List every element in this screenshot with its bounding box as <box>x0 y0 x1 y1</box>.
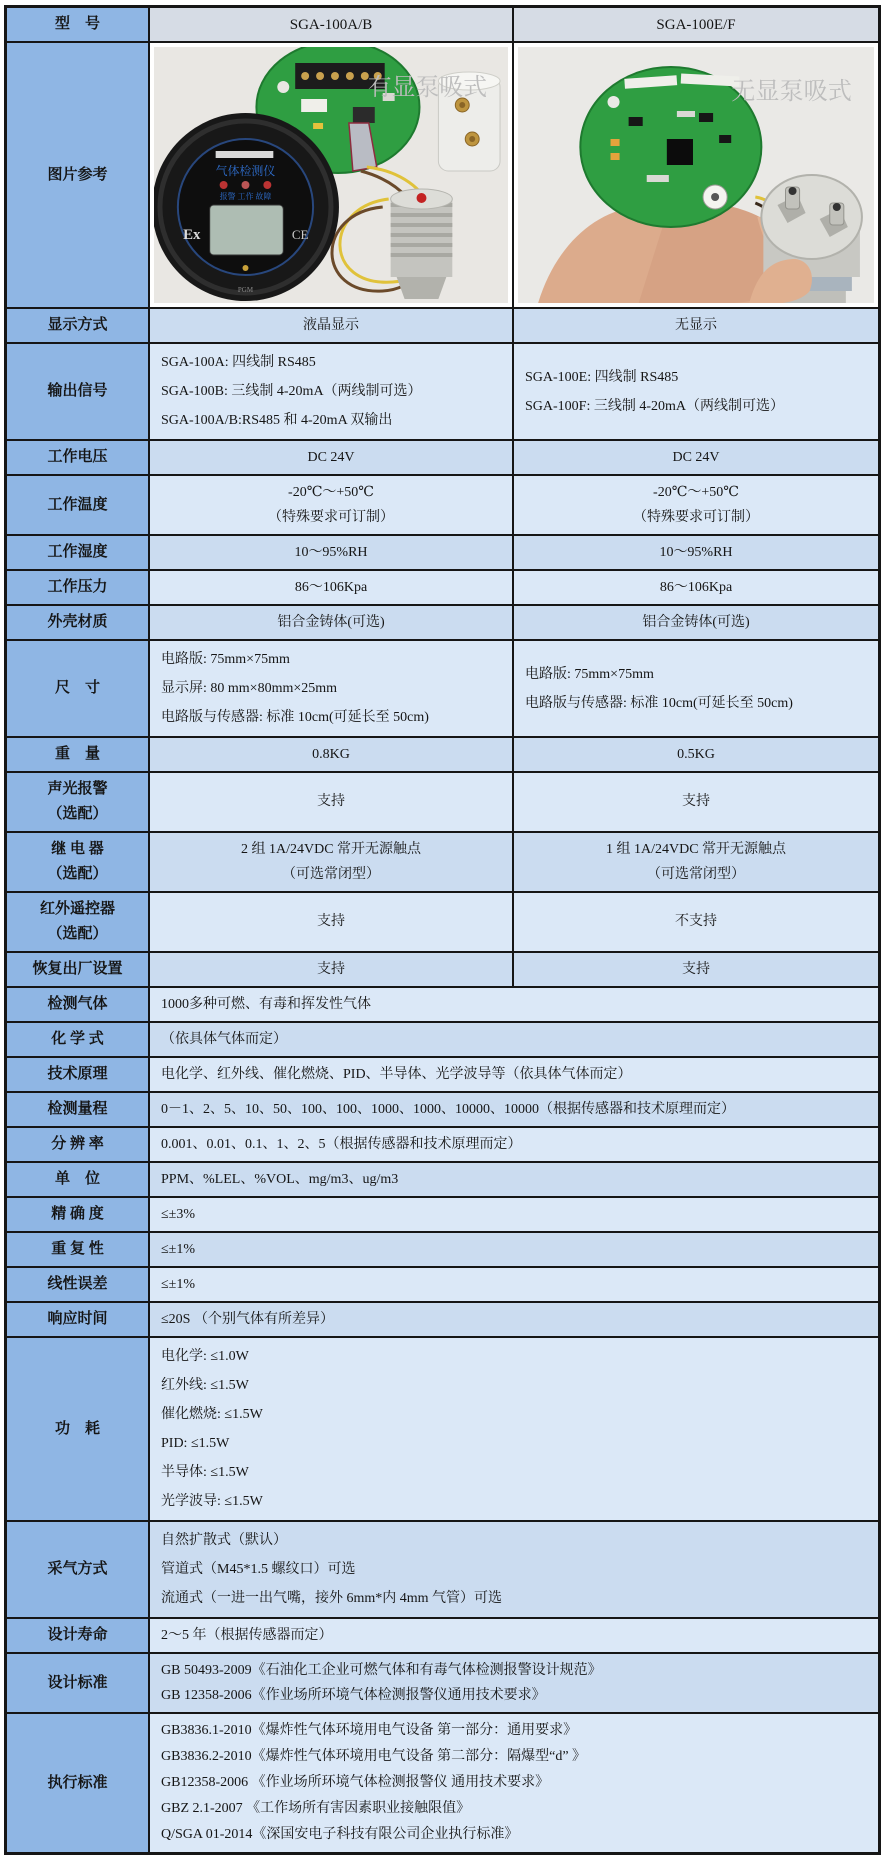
value-ef: 支持 <box>514 953 878 986</box>
row-label: 分 辨 率 <box>7 1128 150 1161</box>
value-line: 电路版与传感器: 标准 10cm(可延长至 50cm) <box>161 710 429 725</box>
row-label <box>7 773 150 831</box>
value-line: GB 50493-2009《石油化工企业可燃气体和有毒气体检测报警设计规范》 <box>161 1663 602 1678</box>
row-label: 采气方式 <box>7 1522 150 1617</box>
value-full: ≤±1% <box>150 1268 878 1301</box>
value-line: GB12358-2006 《作业场所环境气体检测报警仪 通用技术要求》 <box>161 1775 550 1790</box>
value-line: PID: ≤1.5W <box>161 1436 230 1451</box>
row-label <box>7 833 150 891</box>
row-label-line: （选配） <box>47 926 108 942</box>
value-line: Q/SGA 01-2014《深国安电子科技有限公司企业执行标准》 <box>161 1827 519 1842</box>
value-line: 管道式（M45*1.5 螺纹口）可选 <box>161 1562 356 1577</box>
value-line: （可选常闭型） <box>282 867 380 882</box>
value-line: GB3836.2-2010《爆炸性气体环境用电气设备 第二部分：隔爆型“d” 》 <box>161 1749 587 1764</box>
device-led-labels: 报警 工作 故障 <box>219 191 272 202</box>
gauge-device-icon <box>154 113 339 301</box>
row-label: 重 复 性 <box>7 1233 150 1266</box>
value-ef <box>514 476 878 534</box>
row-gases <box>7 986 878 1021</box>
value-ef: 0.5KG <box>514 738 878 771</box>
row-alarm <box>7 771 878 831</box>
row-label: 化 学 式 <box>7 1023 150 1056</box>
value-line: 红外线: ≤1.5W <box>161 1378 249 1393</box>
value-ef <box>514 641 878 736</box>
value-full: ≤20S （个别气体有所差异） <box>150 1303 878 1336</box>
value-line: GBZ 2.1-2007 《工作场所有害因素职业接触限值》 <box>161 1801 471 1816</box>
row-label: 精 确 度 <box>7 1198 150 1231</box>
value-line: SGA-100A: 四线制 RS485 <box>161 355 316 370</box>
photo-row-label: 图片参考 <box>7 43 150 307</box>
row-remote <box>7 891 878 951</box>
pgm-label: PGM <box>237 285 254 295</box>
photo-ef-illustration <box>518 47 874 303</box>
value-full <box>150 1522 878 1617</box>
row-accuracy <box>7 1196 878 1231</box>
ex-mark: Ex <box>183 226 201 244</box>
row-label-line: （选配） <box>47 866 108 882</box>
row-label: 外壳材质 <box>7 606 150 639</box>
product-photo-ef <box>514 43 878 307</box>
value-line: 显示屏: 80 mm×80mm×25mm <box>161 681 338 696</box>
value-line: GB 12358-2006《作业场所环境气体检测报警仪通用技术要求》 <box>161 1688 546 1703</box>
row-temperature <box>7 474 878 534</box>
value-full: ≤±3% <box>150 1198 878 1231</box>
row-label: 输出信号 <box>7 344 150 439</box>
row-relay <box>7 831 878 891</box>
value-line: SGA-100E: 四线制 RS485 <box>525 369 679 385</box>
row-lifespan <box>7 1617 878 1652</box>
row-display-mode <box>7 307 878 342</box>
ce-mark: CE <box>291 226 309 243</box>
value-line: 半导体: ≤1.5W <box>161 1465 249 1480</box>
value-ab: 支持 <box>150 953 514 986</box>
row-label-line: 声光报警 <box>47 781 108 797</box>
value-full: 0.001、0.01、0.1、1、2、5（根据传感器和技术原理而定） <box>150 1128 878 1161</box>
row-label-line: （选配） <box>47 806 108 822</box>
value-line: 光学波导: ≤1.5W <box>161 1494 263 1509</box>
value-line: 2 组 1A/24VDC 常开无源触点 <box>240 842 422 857</box>
value-ab <box>150 476 514 534</box>
value-line: （可选常闭型） <box>647 867 745 882</box>
row-resolution <box>7 1126 878 1161</box>
value-full: （依具体气体而定） <box>150 1023 878 1056</box>
row-housing <box>7 604 878 639</box>
value-full <box>150 1654 878 1712</box>
row-label: 单 位 <box>7 1163 150 1196</box>
value-line: SGA-100B: 三线制 4-20mA（两线制可选） <box>161 384 422 399</box>
value-line: GB3836.1-2010《爆炸性气体环境用电气设备 第一部分：通用要求》 <box>161 1723 578 1738</box>
product-photo-ab <box>150 43 514 307</box>
value-line: 电化学: ≤1.0W <box>161 1349 249 1364</box>
value-line: -20℃～+50℃ <box>653 485 739 500</box>
value-line: SGA-100A/B:RS485 和 4-20mA 双输出 <box>161 413 393 428</box>
value-line: SGA-100F: 三线制 4-20mA（两线制可选） <box>525 398 785 414</box>
row-label: 重 量 <box>7 738 150 771</box>
value-line: 电路版与传感器: 标准 10cm(可延长至 50cm) <box>525 695 793 711</box>
row-label: 功 耗 <box>7 1338 150 1520</box>
value-ab: 支持 <box>150 773 514 831</box>
value-full <box>150 1714 878 1852</box>
value-ef <box>514 833 878 891</box>
value-ef: 无显示 <box>514 309 878 342</box>
row-pressure <box>7 569 878 604</box>
device-title-text: 气体检测仪 <box>215 163 276 179</box>
row-label: 检测气体 <box>7 988 150 1021</box>
value-ab: 10～95%RH <box>150 536 514 569</box>
row-dimensions <box>7 639 878 736</box>
row-label: 工作温度 <box>7 476 150 534</box>
value-ab <box>150 344 514 439</box>
value-line: 电路版: 75mm×75mm <box>525 666 654 682</box>
row-response-time <box>7 1301 878 1336</box>
value-ef: 铝合金铸体(可选) <box>514 606 878 639</box>
value-ab: 铝合金铸体(可选) <box>150 606 514 639</box>
model-name-ef: SGA-100E/F <box>514 8 878 41</box>
row-label-line: 红外遥控器 <box>39 901 115 917</box>
row-repeatability <box>7 1231 878 1266</box>
row-linearity <box>7 1266 878 1301</box>
value-line: 流通式（一进一出气嘴，接外 6mm*内 4mm 气管）可选 <box>161 1591 503 1606</box>
row-label: 工作电压 <box>7 441 150 474</box>
table-header-row <box>7 8 878 41</box>
value-line: 自然扩散式（默认） <box>161 1533 287 1548</box>
row-units <box>7 1161 878 1196</box>
value-ef: 86～106Kpa <box>514 571 878 604</box>
row-label: 检测量程 <box>7 1093 150 1126</box>
row-factory-reset <box>7 951 878 986</box>
value-ab: DC 24V <box>150 441 514 474</box>
value-line: -20℃～+50℃ <box>288 485 374 500</box>
sensor-cylinder-icon <box>391 189 453 299</box>
row-humidity <box>7 534 878 569</box>
row-voltage <box>7 439 878 474</box>
model-header-label: 型 号 <box>7 8 150 41</box>
watermark-ef: 无显泵吸式 <box>731 79 852 105</box>
row-sampling <box>7 1520 878 1617</box>
row-label: 工作压力 <box>7 571 150 604</box>
row-label: 尺 寸 <box>7 641 150 736</box>
row-label <box>7 893 150 951</box>
photo-row <box>7 41 878 307</box>
value-ef: 不支持 <box>514 893 878 951</box>
row-design-standard <box>7 1652 878 1712</box>
value-full <box>150 1338 878 1520</box>
value-full: 1000多种可燃、有毒和挥发性气体 <box>150 988 878 1021</box>
row-range <box>7 1091 878 1126</box>
value-ef: 支持 <box>514 773 878 831</box>
value-ab: 液晶显示 <box>150 309 514 342</box>
row-label: 设计标准 <box>7 1654 150 1712</box>
model-name-ab: SGA-100A/B <box>150 8 514 41</box>
watermark-ab: 有显泵吸式 <box>367 74 488 102</box>
value-full: PPM、%LEL、%VOL、mg/m3、ug/m3 <box>150 1163 878 1196</box>
value-line: （特殊要求可订制） <box>633 510 759 525</box>
value-ef <box>514 344 878 439</box>
row-label: 显示方式 <box>7 309 150 342</box>
value-ab: 86～106Kpa <box>150 571 514 604</box>
value-full: 2～5 年（根据传感器而定） <box>150 1619 878 1652</box>
value-line: 催化燃烧: ≤1.5W <box>161 1407 263 1422</box>
value-ab: 0.8KG <box>150 738 514 771</box>
value-line: 1 组 1A/24VDC 常开无源触点 <box>605 842 787 857</box>
value-line: （特殊要求可订制） <box>268 510 394 525</box>
row-output-signal <box>7 342 878 439</box>
value-ef: DC 24V <box>514 441 878 474</box>
row-label: 技术原理 <box>7 1058 150 1091</box>
spec-table <box>4 5 881 1855</box>
row-power <box>7 1336 878 1520</box>
value-ab: 支持 <box>150 893 514 951</box>
row-label: 响应时间 <box>7 1303 150 1336</box>
row-exec-standard <box>7 1712 878 1852</box>
value-line: 电路版: 75mm×75mm <box>161 652 290 667</box>
row-weight <box>7 736 878 771</box>
row-formula <box>7 1021 878 1056</box>
row-label: 执行标准 <box>7 1714 150 1852</box>
row-label: 恢复出厂设置 <box>7 953 150 986</box>
value-ab <box>150 641 514 736</box>
value-full: 0－1、2、5、10、50、100、100、1000、1000、10000、10000（根据传感器和技术原理而定） <box>150 1093 878 1126</box>
row-label: 线性误差 <box>7 1268 150 1301</box>
row-label: 设计寿命 <box>7 1619 150 1652</box>
row-label: 工作湿度 <box>7 536 150 569</box>
photo-ab-illustration <box>154 47 508 303</box>
value-ef: 10～95%RH <box>514 536 878 569</box>
value-ab <box>150 833 514 891</box>
row-principle <box>7 1056 878 1091</box>
value-full: 电化学、红外线、催化燃烧、PID、半导体、光学波导等（依具体气体而定） <box>150 1058 878 1091</box>
row-label-line: 继 电 器 <box>51 841 104 857</box>
value-full: ≤±1% <box>150 1233 878 1266</box>
